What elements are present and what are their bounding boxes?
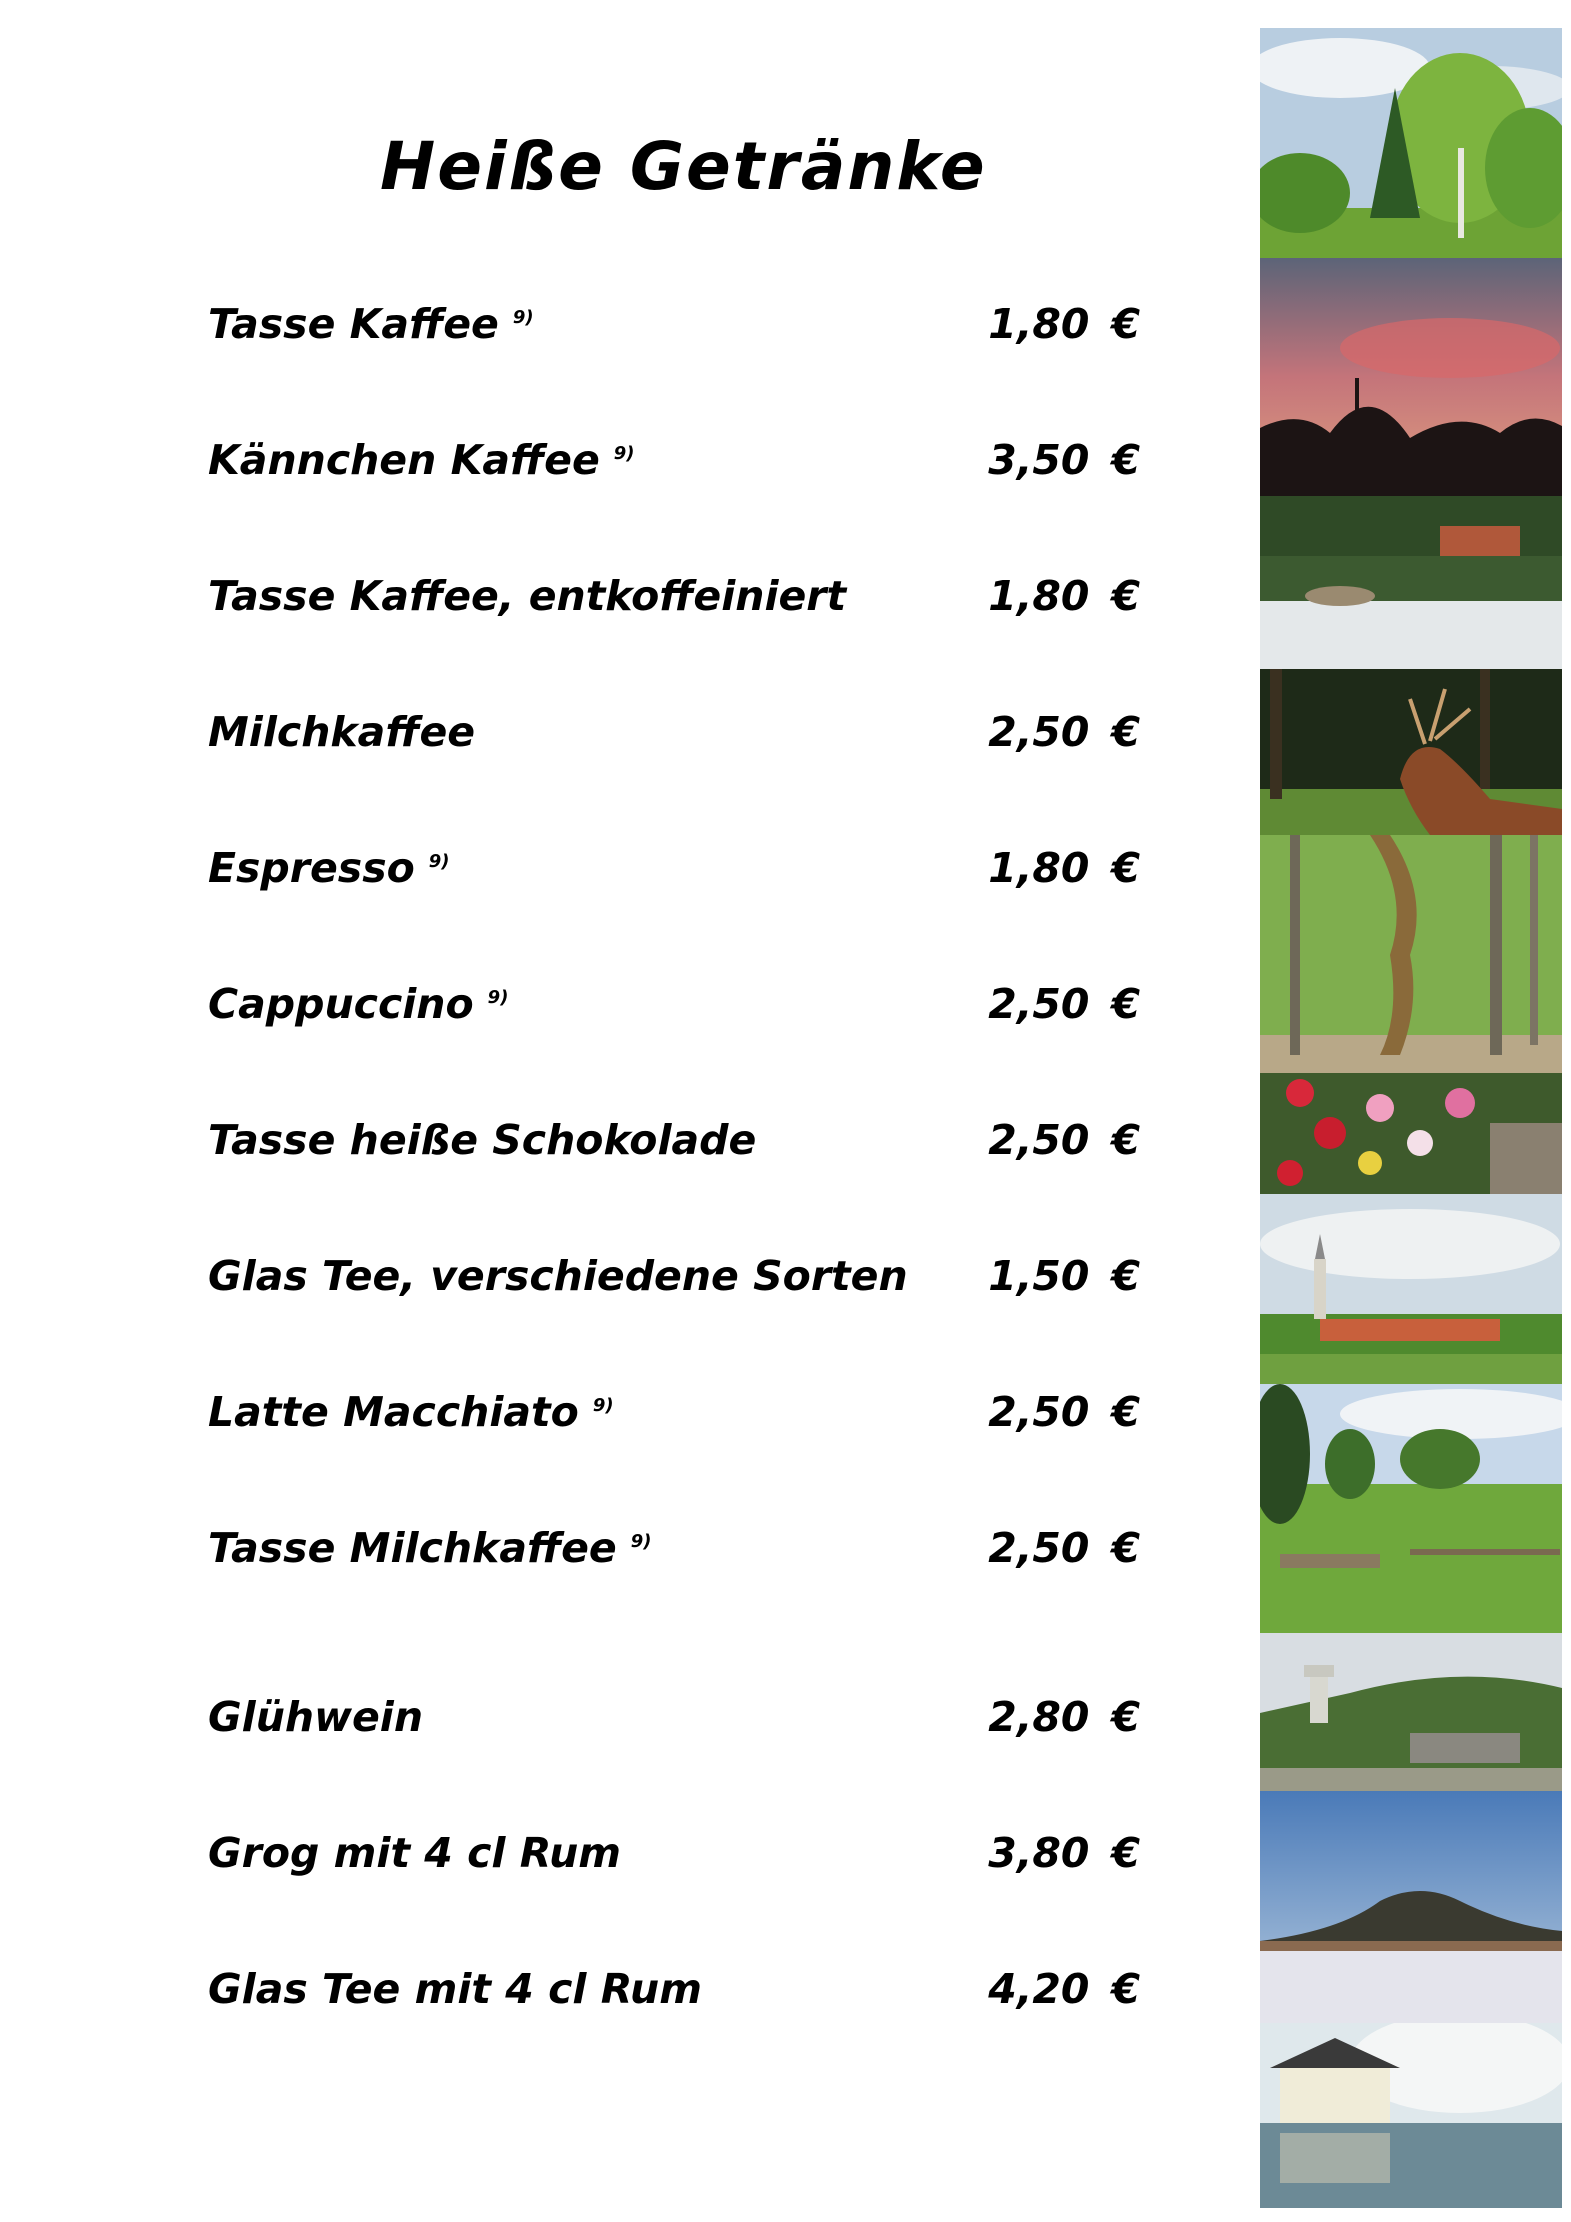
menu-item [0, 1252, 1240, 1322]
item-name: Latte Macchiato $^{9)}$ [208, 1388, 614, 1436]
item-price: 1,80 € [988, 572, 1140, 620]
item-name: Glas Tee mit 4 cl Rum [208, 1965, 702, 2013]
menu-item [0, 844, 1240, 914]
footnote-marker: 9) [428, 851, 450, 873]
page-title: Heiße Getränke [380, 128, 987, 205]
item-price: 2,50 € [988, 708, 1140, 756]
menu-item [0, 572, 1240, 642]
menu-item [0, 1965, 1240, 2035]
photo-house-reflection [1260, 2023, 1562, 2208]
item-name: Grog mit 4 cl Rum [208, 1829, 621, 1877]
item-price: 3,80 € [988, 1829, 1140, 1877]
photo-forest-sculpture [1260, 835, 1562, 1073]
photo-meadow-bridge [1260, 1384, 1562, 1633]
menu-item [0, 1693, 1240, 1763]
item-price: 2,50 € [988, 1524, 1140, 1572]
photo-village [1260, 1194, 1562, 1384]
menu-item [0, 1829, 1240, 1899]
item-name: Glühwein [208, 1693, 424, 1741]
item-name: Tasse heiße Schokolade [208, 1116, 757, 1164]
menu-item [0, 1388, 1240, 1458]
menu-item [0, 980, 1240, 1050]
item-price: 1,80 € [988, 844, 1140, 892]
item-name: Tasse Kaffee $^{9)}$ [208, 300, 534, 348]
footnote-marker: 9) [630, 1531, 652, 1553]
footnote-marker: 9) [512, 307, 534, 329]
item-price: 4,20 € [988, 1965, 1140, 2013]
photo-birch-meadow [1260, 28, 1562, 258]
item-name: Cappuccino $^{9)}$ [208, 980, 509, 1028]
photo-deer [1260, 669, 1562, 835]
footnote-marker: 9) [592, 1395, 614, 1417]
menu-item [0, 436, 1240, 506]
footnote-marker: 9) [613, 443, 635, 465]
photo-tower-landscape [1260, 1633, 1562, 1791]
item-name: Milchkaffee [208, 708, 476, 756]
menu-item [0, 300, 1240, 370]
photo-sunset [1260, 258, 1562, 496]
item-price: 2,50 € [988, 980, 1140, 1028]
photo-frosty-field [1260, 1791, 1562, 2023]
item-price: 1,80 € [988, 300, 1140, 348]
item-name: Espresso $^{9)}$ [208, 844, 450, 892]
photo-winter-pond [1260, 496, 1562, 669]
footnote-marker: 9) [487, 987, 509, 1009]
photo-flowers [1260, 1073, 1562, 1194]
item-name: Glas Tee, verschiedene Sorten [208, 1252, 908, 1300]
item-price: 1,50 € [988, 1252, 1140, 1300]
menu-item [0, 1524, 1240, 1594]
item-price: 2,50 € [988, 1116, 1140, 1164]
menu-item [0, 1116, 1240, 1186]
item-price: 2,80 € [988, 1693, 1140, 1741]
item-name: Kännchen Kaffee $^{9)}$ [208, 436, 635, 484]
menu-item [0, 708, 1240, 778]
item-price: 2,50 € [988, 1388, 1140, 1436]
item-name: Tasse Kaffee, entkoffeiniert [208, 572, 847, 620]
item-name: Tasse Milchkaffee $^{9)}$ [208, 1524, 652, 1572]
item-price: 3,50 € [988, 436, 1140, 484]
